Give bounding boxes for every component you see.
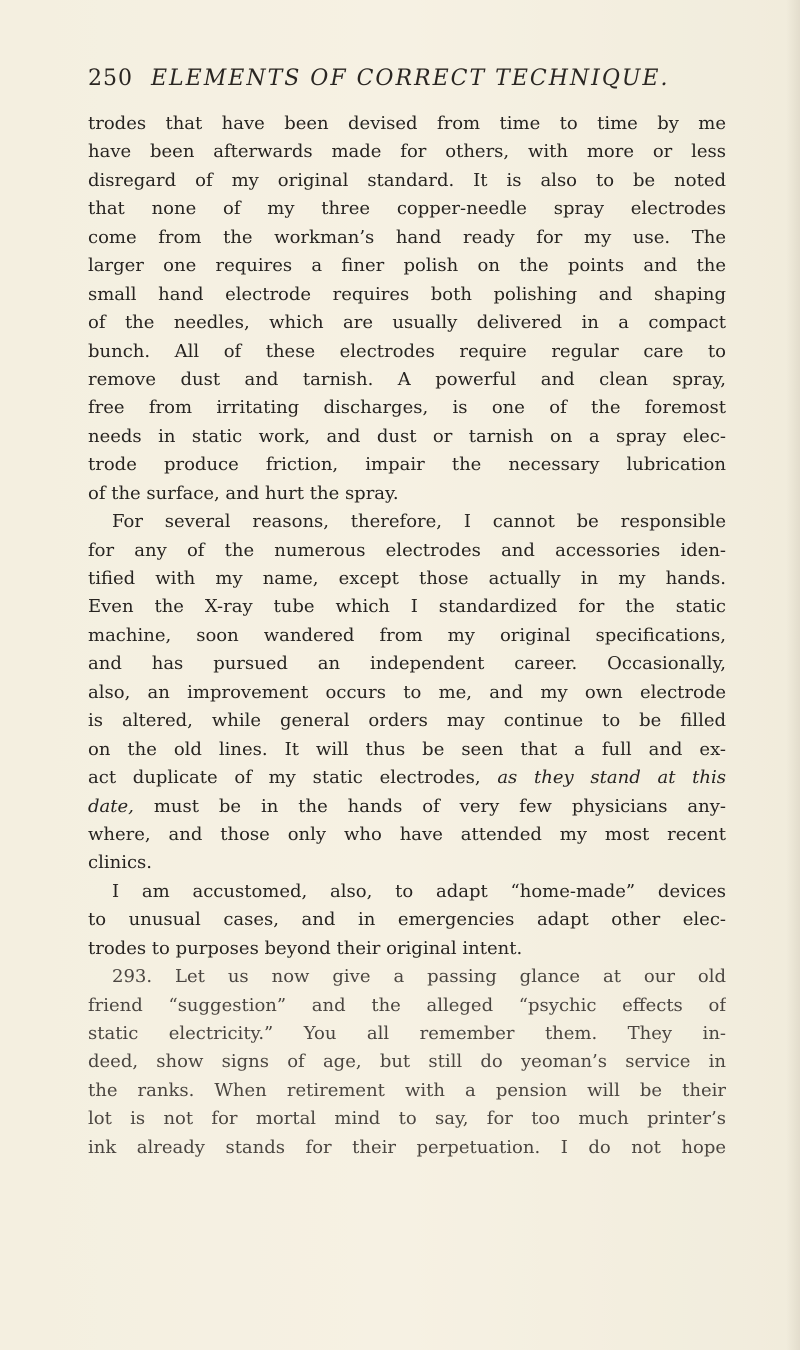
text-line: free from irritating discharges, is one of the foremost bbox=[88, 397, 726, 419]
running-title: ELEMENTS OF CORRECT TECHNIQUE. bbox=[151, 66, 670, 91]
text-line: on the old lines. It will thus be seen that a full and ex- bbox=[88, 738, 726, 760]
text-line-mixed bbox=[88, 764, 726, 792]
text-line: static electricity.” You all remember them. They in- bbox=[88, 1023, 726, 1044]
running-header bbox=[88, 66, 728, 91]
text-line: machine, soon wandered from my original specifications, bbox=[88, 624, 726, 646]
text-line: remove dust and tarnish. A powerful and clean spray, bbox=[88, 368, 726, 390]
text-line: trodes that have been devised from time to time by me bbox=[88, 113, 726, 134]
text-line: where, and those only who have attended my most recent bbox=[88, 823, 726, 845]
text-line: to unusual cases, and in emergencies adapt other elec- bbox=[88, 909, 726, 931]
text-line: of the needles, which are usually delivered in a compact bbox=[88, 312, 726, 334]
page-body bbox=[88, 110, 726, 1162]
text-line: trode produce friction, impair the necessary lubrication bbox=[88, 454, 726, 476]
text-line: lot is not for mortal mind to say, for too much printer’s bbox=[88, 1108, 726, 1130]
text-run: must be in the hands of very few physicians any- bbox=[153, 795, 726, 817]
text-line: deed, show signs of age, but still do yeoman’s service in bbox=[88, 1051, 726, 1073]
text-line: tified with my name, except those actually in my hands. bbox=[88, 568, 726, 589]
text-line: of the surface, and hurt the spray. bbox=[88, 482, 399, 504]
text-line: have been afterwards made for others, with more or less bbox=[88, 141, 726, 163]
text-line: that none of my three copper-needle spray electrodes bbox=[88, 198, 726, 220]
text-line: and has pursued an independent career. Occasionally, bbox=[88, 653, 726, 675]
page-edge-shadow bbox=[786, 0, 800, 1350]
text-line: small hand electrode requires both polishing and shaping bbox=[88, 283, 726, 305]
text-line: trodes to purposes beyond their original intent. bbox=[88, 937, 523, 959]
text-line: the ranks. When retirement with a pension will be their bbox=[88, 1079, 726, 1101]
text-line: ink already stands for their perpetuation. I do not hope bbox=[88, 1136, 726, 1158]
text-line: friend “suggestion” and the alleged “psychic effects of bbox=[88, 994, 726, 1016]
text-line: clinics. bbox=[88, 852, 152, 874]
text-line: bunch. All of these electrodes require regular care to bbox=[88, 340, 726, 362]
text-line: Even the X-ray tube which I standardized for the static bbox=[88, 596, 726, 618]
text-line: come from the workman’s hand ready for my use. The bbox=[88, 226, 726, 248]
text-line: also, an improvement occurs to me, and my own electrode bbox=[88, 681, 726, 703]
text-line: larger one requires a finer polish on the points and the bbox=[88, 255, 726, 277]
text-line-mixed bbox=[88, 793, 726, 821]
italic-run: date, bbox=[88, 795, 134, 817]
page-number: 250 bbox=[88, 66, 133, 91]
text-line: 293. Let us now give a passing glance at our old bbox=[112, 966, 726, 988]
text-line: I am accustomed, also, to adapt “home-made” devices bbox=[112, 880, 726, 902]
italic-run: as they stand at this bbox=[497, 767, 726, 789]
text-line: is altered, while general orders may continue to be filled bbox=[88, 710, 726, 732]
text-line: needs in static work, and dust or tarnish on a spray elec- bbox=[88, 425, 726, 447]
text-run: act duplicate of my static electrodes, bbox=[88, 767, 481, 789]
text-line: disregard of my original standard. It is also to be noted bbox=[88, 169, 726, 191]
text-line: For several reasons, therefore, I cannot be responsible bbox=[112, 511, 726, 533]
text-line: for any of the numerous electrodes and accessories iden- bbox=[88, 539, 726, 561]
